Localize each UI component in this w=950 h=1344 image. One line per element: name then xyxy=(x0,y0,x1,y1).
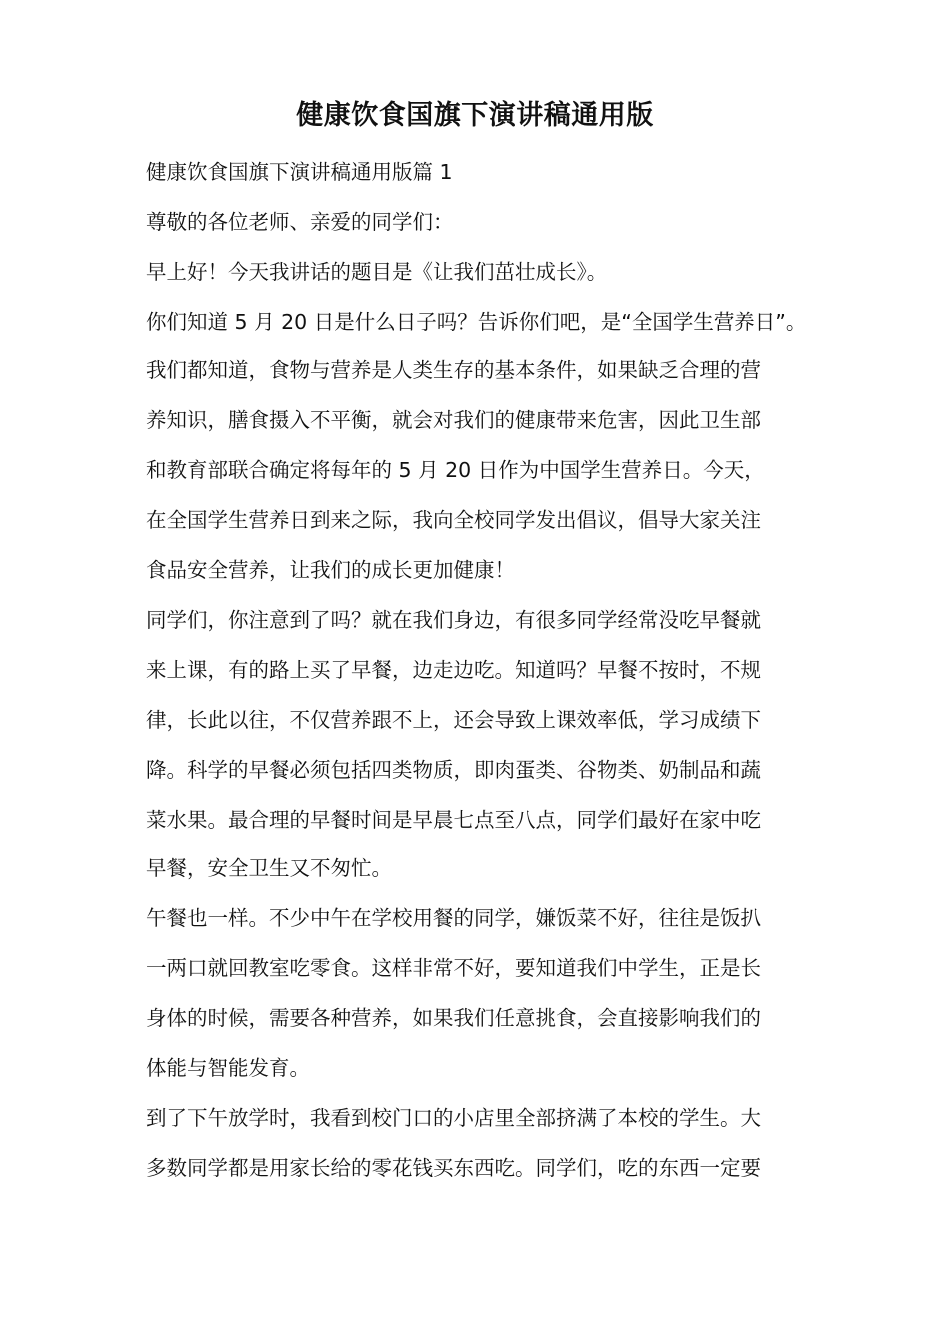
paragraph-line: 到了下午放学时，我看到校门口的小店里全部挤满了本校的学生。大 xyxy=(146,1106,761,1130)
paragraph-line: 体能与智能发育。 xyxy=(146,1056,310,1080)
paragraph-line: 律，长此以往，不仅营养跟不上，还会导致上课效率低，学习成绩下 xyxy=(146,708,761,732)
paragraph-line: 午餐也一样。不少中午在学校用餐的同学，嫌饭菜不好，往往是饭扒 xyxy=(146,906,761,930)
paragraph-line: 多数同学都是用家长给的零花钱买东西吃。同学们，吃的东西一定要 xyxy=(146,1156,761,1180)
paragraph-line: 你们知道 5 月 20 日是什么日子吗？告诉你们吧，是“全国学生营养日”。 xyxy=(146,310,807,334)
paragraph-line: 降。科学的早餐必须包括四类物质，即肉蛋类、谷物类、奶制品和蔬 xyxy=(146,758,761,782)
paragraph-line: 来上课，有的路上买了早餐，边走边吃。知道吗？早餐不按时，不规 xyxy=(146,658,761,682)
paragraph-line: 食品安全营养，让我们的成长更加健康！ xyxy=(146,558,515,582)
greeting-line: 早上好！今天我讲话的题目是《让我们茁壮成长》。 xyxy=(146,260,608,284)
paragraph-line: 身体的时候，需要各种营养，如果我们任意挑食，会直接影响我们的 xyxy=(146,1006,761,1030)
salutation-line: 尊敬的各位老师、亲爱的同学们： xyxy=(146,210,454,234)
paragraph-line: 菜水果。最合理的早餐时间是早晨七点至八点，同学们最好在家中吃 xyxy=(146,808,761,832)
document-title: 健康饮食国旗下演讲稿通用版 xyxy=(296,100,654,131)
paragraph-line: 同学们，你注意到了吗？就在我们身边，有很多同学经常没吃早餐就 xyxy=(146,608,761,632)
paragraph-line: 我们都知道，食物与营养是人类生存的基本条件，如果缺乏合理的营 xyxy=(146,358,761,382)
paragraph-line: 养知识，膳食摄入不平衡，就会对我们的健康带来危害，因此卫生部 xyxy=(146,408,761,432)
paragraph-line: 在全国学生营养日到来之际，我向全校同学发出倡议，倡导大家关注 xyxy=(146,508,761,532)
paragraph-line: 早餐，安全卫生又不匆忙。 xyxy=(146,856,392,880)
paragraph-line: 和教育部联合确定将每年的 5 月 20 日作为中国学生营养日。今天， xyxy=(146,458,765,482)
paragraph-line: 一两口就回教室吃零食。这样非常不好，要知道我们中学生，正是长 xyxy=(146,956,761,980)
section-heading: 健康饮食国旗下演讲稿通用版篇 1 xyxy=(146,160,453,184)
